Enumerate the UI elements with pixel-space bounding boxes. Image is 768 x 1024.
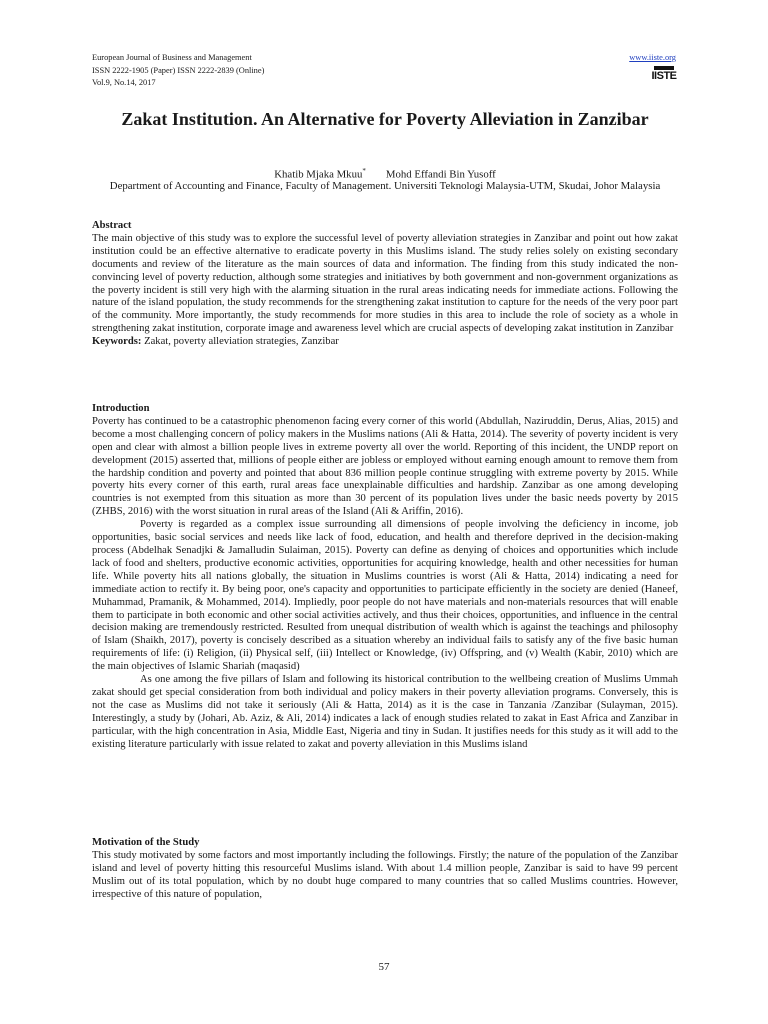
abstract-text: The main objective of this study was to explore the successful level of poverty alleviation strategies in Zanzibar and point out how zakat institution could be an effective alternative to eradicate poverty in this Muslims island. The study relies solely on existing secondary documents and review of the literature as the main sources of data and information. The finding from this study indicated the non-convincing level of poverty reduction, although some strategies and initiatives by both government and non-government organizations as the poverty incident is still very high with the alarming situation in the rural areas indicating needs for immediate actions. Following the nature of the island population, the study recommends for the strengthening zakat institution to capture for the needs of the very poor part of the community. More importantly, the study recommends for more studies in this area to include the role of society as a whole in strengthening zakat institution, corporate image and awareness level which are crucial aspects of developing zakat institution in Zanzibar [92, 232, 678, 335]
introduction-paragraph-1: Poverty has continued to be a catastrophic phenomenon facing every corner of this world (Abdullah, Naziruddin, Derus, Alias, 2015) and become a most challenging concern of policy makers in the Muslims nations (Ali & Hatta, 2014). The severity of poverty incident is very open and clear with almost a billion people lives in extreme poverty all over the world. Reporting of this incident, the UNDP report on development (2015) asserted that, millions of people either are jobless or employed without earning enough amount to remove them from the hardship condition and poverty and pointed that about 836 million people continue struggling with extreme poverty by 2015. While poverty hits every corner of this earth, rural areas face unexplainable difficulties and hardship. Zanzibar as one among developing countries is not exempted from this situation as more than 30 percent of its population lives under the basic needs poverty by 2015 (ZHBS, 2016) with the worst situation in rural areas of the Island (Ali & Ariffin, 2016). [92, 415, 678, 518]
logo-text: IISTE [651, 70, 677, 82]
journal-volume: Vol.9, No.14, 2017 [92, 78, 156, 88]
motivation-paragraph-1: This study motivated by some factors and most importantly including the followings. Firstly; the nature of the population of the Zanzibar island and level of poverty hitting this resourceful Muslims island. With about 1.4 million people, Zanzibar is said to have 99 percent Muslim out of its total population, which by no doubt huge compared to many countries that so called Muslims countries. However, irrespective of this nature of population, [92, 849, 678, 900]
journal-issn: ISSN 2222-1905 (Paper) ISSN 2222-2839 (Online) [92, 65, 265, 75]
affiliation: Department of Accounting and Finance, Faculty of Management. Universiti Teknologi Malaysia-UTM, Skudai, Johor Malaysia [109, 180, 661, 192]
abstract-section [92, 220, 678, 349]
introduction-paragraph-3: As one among the five pillars of Islam and following its historical contribution to the wellbeing creation of Muslims Ummah zakat should get special consideration from both individual and policy makers in their poverty alleviation programs. Conversely, this is not the case as Muslims did not take it seriously (Ali & Hatta, 2014) as it is the case in Tanzania /Zanzibar (Sulayman, 2015). Interestingly, a study by (Johari, Ab. Aziz, & Ali, 2014) indicates a lack of enough studies related to zakat in East Africa and Zanzibar in particular, with the high concentration in Asia, Middle East, Nigeria and tiny in Sudan. It justifies needs for this study as it will add to the existing literature particularly with issue related to zakat and poverty alleviation in this Muslims island [92, 674, 678, 750]
iiste-logo [653, 66, 675, 86]
journal-info [92, 52, 264, 90]
abstract-heading: Abstract [92, 220, 132, 231]
introduction-heading: Introduction [92, 403, 150, 414]
motivation-section [92, 837, 678, 902]
journal-header [92, 52, 678, 98]
author-2: Mohd Effandi Bin Yusoff [385, 168, 496, 181]
keywords-label: Keywords: [92, 336, 142, 348]
journal-name: European Journal of Business and Management [92, 53, 252, 62]
page-number: 57 [378, 961, 390, 973]
paper-title: Zakat Institution. An Alternative for Poverty Alleviation in Zanzibar [121, 109, 649, 129]
motivation-heading: Motivation of the Study [92, 837, 200, 848]
journal-url-link[interactable]: www.iiste.org [629, 53, 676, 62]
author-1: Khatib Mjaka Mkuu [274, 168, 363, 181]
introduction-paragraph-2: Poverty is regarded as a complex issue surrounding all dimensions of people involving the deficiency in income, job opportunities, basic social services and needs like lack of food, education, and health and therefore deprived in the decision-making process (Abdelhak Senadjki & Jamalludin Sulaiman, 2015). Poverty can define as denying of choices and opportunities which include lack of food and shelters, productive economic activities, opportunities for acquiring knowledge, health and other necessities for human life. While poverty hits all nations globally, the situation in Muslims countries is worst (Ali & Hatta, 2014) indicating a need for immediate action to rectify it. By being poor, one's capacity and opportunities to participate efficiently in the society are denied (Haneef, Muhammad, Pramanik, & Mohammed, 2014). Impliedly, poor people do not have materials and non-materials resources that will enable them to participate in both economic and other social activities actively, and thus their choices, opportunities, and influence in the central decision making are tremendously restricted. Resulted from unequal distribution of wealth which is against the teachings and philosophy of Islam (Shaikh, 2017), poverty is concisely described as a situation whereby an individual fails to satisfy any of the five basic human requirements of life: (i) Religion, (ii) Physical self, (iii) Intellect or Knowledge, (iv) Offspring, and (v) Wealth (Kabir, 2010) which are the main objectives of Islamic Shariah (maqasid) [92, 519, 678, 673]
keywords-line [92, 336, 678, 349]
corresponding-mark: * [362, 167, 366, 175]
introduction-section [92, 403, 678, 751]
keywords-text: Zakat, poverty alleviation strategies, Zanzibar [144, 336, 339, 348]
